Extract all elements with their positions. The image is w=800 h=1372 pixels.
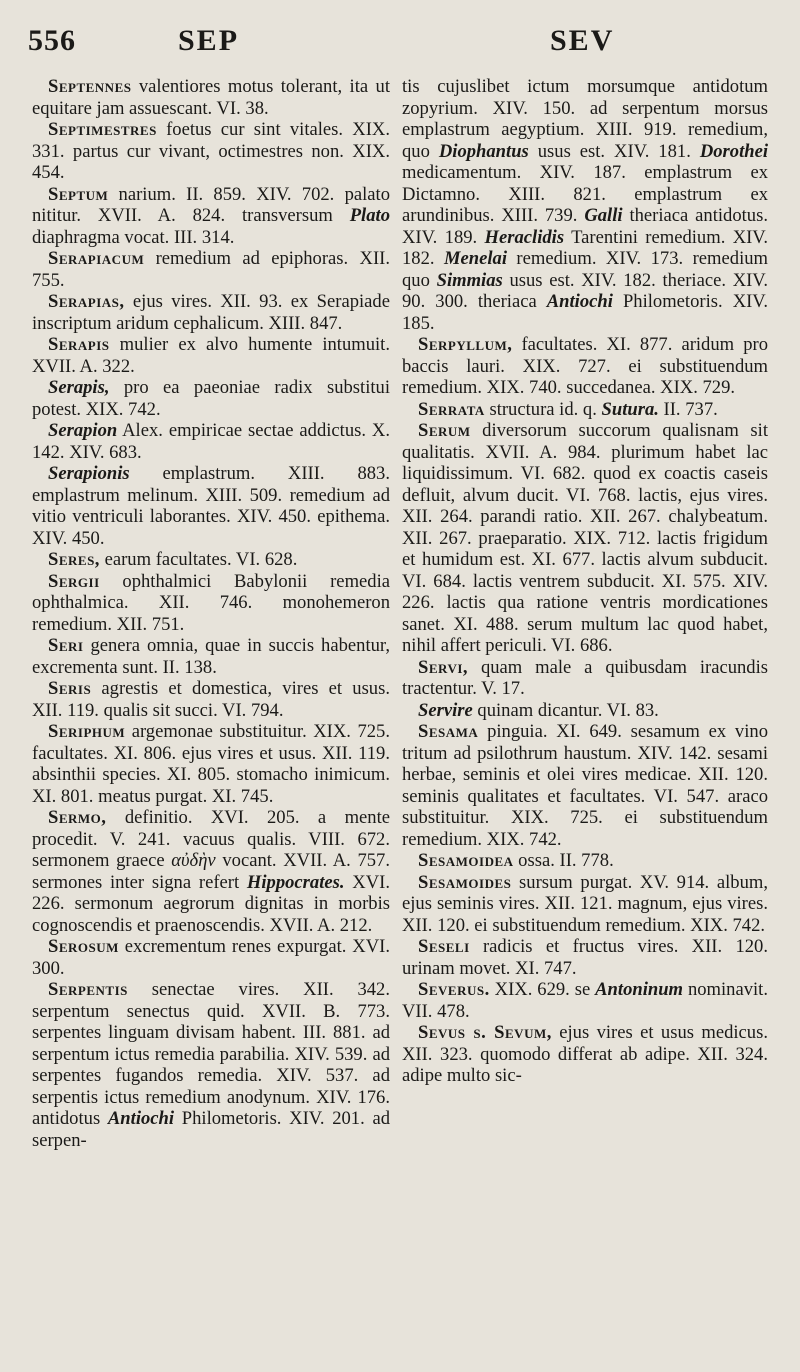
left-running-head: SEP — [178, 24, 240, 57]
entry-italic-name: Antiochi — [546, 291, 613, 312]
entry-italic-name: Galli — [584, 205, 623, 226]
entry-text: XIX. 629. se — [489, 979, 596, 1000]
index-entry — [32, 635, 390, 678]
entry-greek-word: αὐδὴν — [171, 850, 216, 871]
index-entry — [32, 936, 390, 979]
index-entry — [32, 979, 390, 1151]
entry-headword: Seseli — [418, 936, 470, 957]
entry-italic-name: Hippocrates. — [246, 871, 345, 893]
entry-headword: Serrata — [418, 398, 485, 420]
entry-italic-name: Antiochi — [107, 1108, 175, 1129]
entry-text: usus est. XIV. 181. — [528, 140, 700, 162]
entry-text: II. 737. — [658, 398, 718, 420]
entry-headword: Sesama — [418, 721, 479, 742]
index-entry — [402, 1022, 768, 1087]
index-entry — [32, 291, 390, 334]
entry-italic-name: Simmias — [436, 269, 503, 291]
index-entry — [402, 850, 768, 872]
entry-text: Philometoris. XIV. 201. ad serpen- — [32, 1108, 391, 1151]
index-entry — [32, 807, 390, 936]
entry-italic-name: Serapionis — [48, 463, 130, 484]
entry-text: tis cujuslibet ictum morsumque antidotum zopyrium. XIV. 150. ad serpentum morsus emplastrum aegyptium. XIII. 919. remedium, quo — [402, 76, 768, 162]
entry-italic-name: Heraclidis — [484, 226, 565, 248]
index-entry — [32, 463, 390, 549]
entry-headword: Sermo, — [48, 807, 107, 828]
entry-text: diversorum succorum qualisnam sit qualitatis. XVII. A. 984. plurimum habet lac liquidissimum. VI. 682. quod ex coactis caseis defluit, alvum ducit. VI. 768. lactis, ejus vires. XII. 264. parandi ratio. XII. 267. chalybeatum. XII. 267. praeparatio. XIX. 712. lactis frigidum et humidum est. XI. 677. lactis alvum subducit. VI. 684. lactis ventrem subducit. XI. 575. XIV. 226. lactis qua ratione ventris mordicationes sanet. XI. 488. serum multum lac quod habet, nihil affert periculi. VI. 686. — [402, 420, 768, 656]
index-entry — [32, 248, 390, 291]
index-entry — [32, 377, 390, 420]
entry-italic-name: Diophantus — [438, 140, 529, 162]
entry-text: definitio. XVI. 205. a mente procedit. V. 241. vacuus qualis. VIII. 672. sermonem graece — [32, 807, 390, 871]
entry-headword: Serapis — [48, 334, 110, 355]
entry-italic-name: Dorothei — [699, 140, 768, 162]
entry-text: excrementum renes expurgat. XVI. 300. — [32, 936, 390, 979]
entry-italic-name: Serapion — [48, 420, 118, 441]
index-entry — [32, 184, 390, 249]
index-entry — [32, 119, 390, 184]
index-entry — [402, 721, 768, 850]
entry-text: XVI. 226. sermonum aegrorum dignitas in morbis cognoscendis et praenoscendis. XVII. A. 212. — [32, 871, 390, 936]
entry-headword: Sesamoidea — [418, 850, 514, 871]
entry-text: quam male a quibusdam iracundis tractentur. V. 17. — [402, 656, 768, 699]
index-entry — [402, 76, 768, 334]
entry-italic-name: Menelai — [443, 248, 507, 269]
entry-text: earum facultates. VI. 628. — [99, 549, 298, 570]
index-entry — [32, 420, 390, 463]
entry-headword: Seriphum — [48, 721, 126, 742]
entry-headword: Serpentis — [48, 979, 128, 1000]
running-header — [0, 24, 800, 64]
entry-text: vocant. XVII. A. 757. sermones inter signa refert — [32, 850, 390, 893]
entry-text: pinguia. XI. 649. sesamum ex vino tritum ad psilothrum haustum. XIV. 142. sesami herbae, seminis et olei vires medicae. XII. 120. seminis qualitates et facultates. VI. 547. araco substituitur. XIX. 725. ei substituendum remedium. XIX. 742. — [402, 721, 768, 850]
entry-text: nominavit. VII. 478. — [402, 979, 768, 1022]
entry-text: theriaca antidotus. XIV. 189. — [402, 205, 768, 248]
entry-italic-name: Serapis, — [48, 377, 110, 398]
entry-text: ophthalmici Babylonii remedia ophthalmica. XII. 746. monohemeron remedium. XII. 751. — [32, 570, 390, 635]
entry-headword: Serosum — [48, 936, 119, 957]
index-entry — [32, 678, 390, 721]
index-entry — [32, 334, 390, 377]
entry-text: usus est. XIV. 182. theriace. XIV. 90. 300. theriaca — [402, 269, 768, 312]
entry-text: foetus cur sint vitales. XIX. 331. partus cur vivant, octimestres non. XIX. 454. — [32, 119, 390, 183]
entry-text: Tarentini remedium. XIV. 182. — [402, 226, 768, 269]
entry-italic-name: Sutura. — [601, 398, 659, 420]
entry-text: ejus vires. XII. 93. ex Serapiade inscriptum aridum cephalicum. XIII. 847. — [32, 291, 390, 334]
entry-text: medicamentum. XIV. 187. emplastrum ex Dictamno. XIII. 821. emplastrum ex arundinibus. XIII. 739. — [402, 162, 768, 226]
entry-headword: Severus. — [418, 979, 490, 1000]
entry-text: sursum purgat. XV. 914. album, ejus seminis vires. XII. 121. magnum, ejus vires. XII. 120. ei substituendum remedium. XIX. 742. — [402, 871, 768, 936]
entry-italic-name: Servire — [418, 699, 473, 721]
entry-text: pro ea paeoniae radix substitui potest. XIX. 742. — [32, 377, 390, 420]
entry-headword: Septimestres — [48, 119, 157, 140]
index-entry — [402, 399, 768, 421]
index-entry — [402, 979, 768, 1022]
entry-text: structura id. q. — [484, 398, 602, 420]
entry-text: agrestis et domestica, vires et usus. XII. 119. qualis sit succi. VI. 794. — [32, 678, 390, 721]
entry-italic-name: Plato — [349, 205, 390, 226]
index-entry — [402, 936, 768, 979]
index-entry — [32, 549, 390, 571]
entry-headword: Septum — [48, 183, 109, 205]
entry-text: remedium. XIV. 173. remedium quo — [402, 248, 768, 291]
entry-italic-name: Antoninum — [595, 979, 684, 1000]
entry-text: narium. II. 859. XIV. 702. palato nititur. XVII. A. 824. transversum — [32, 183, 390, 226]
index-entry — [402, 420, 768, 657]
entry-headword: Seri — [48, 635, 84, 656]
index-entry — [32, 571, 390, 636]
right-column — [402, 76, 768, 1087]
entry-text: Alex. empiricae sectae addictus. X. 142. XIV. 683. — [32, 420, 390, 463]
index-entry — [32, 76, 390, 119]
entry-headword: Sergii — [48, 570, 100, 592]
index-entry — [402, 872, 768, 937]
entry-text: diaphragma vocat. III. 314. — [32, 226, 235, 248]
entry-text: argemonae substituitur. XIX. 725. facultates. XI. 806. ejus vires et usus. XII. 119. absinthii species. XI. 805. stomacho inimicum. XI. 801. meatus purgat. XI. 745. — [32, 721, 390, 807]
entry-text: senectae vires. XII. 342. serpentum senectus quid. XVII. B. 773. serpentes linguam divisam habent. III. 881. ad serpentum ictus remedia parabilia. XIV. 539. ad serpentes fugandos remedia. XIV. 537. ad serpentis ictus remedium anodynum. XIV. 176. antidotus — [32, 979, 390, 1129]
entry-text: quinam dicantur. VI. 83. — [472, 699, 659, 721]
index-entry — [402, 700, 768, 722]
right-running-head: SEV — [550, 24, 615, 57]
page-number: 556 — [28, 24, 76, 57]
entry-text: ossa. II. 778. — [513, 850, 614, 871]
left-column — [32, 76, 390, 1151]
entry-headword: Septennes — [48, 76, 132, 97]
entry-headword: Serum — [418, 420, 471, 441]
entry-headword: Serapiacum — [48, 248, 145, 269]
entry-headword: Servi, — [418, 656, 469, 678]
entry-text: Philometoris. XIV. 185. — [402, 291, 768, 334]
entry-text: valentiores motus tolerant, ita ut equitare jam assuescant. VI. 38. — [32, 76, 390, 119]
entry-headword: Serpyllum, — [418, 334, 513, 355]
entry-text: emplastrum. XIII. 883. emplastrum melinum. XIII. 509. remedium ad vitio ventriculi laborantes. XIV. 450. epithema. XIV. 450. — [32, 463, 390, 549]
index-entry — [402, 657, 768, 700]
entry-headword: Seris — [48, 678, 92, 699]
entry-headword: Sesamoides — [418, 871, 512, 893]
index-entry — [402, 334, 768, 399]
entry-text: mulier ex alvo humente intumuit. XVII. A. 322. — [32, 334, 390, 377]
index-entry — [32, 721, 390, 807]
entry-text: facultates. XI. 877. aridum pro baccis lauri. XIX. 727. ei substituendum remedium. XIX. 740. succedanea. XIX. 729. — [402, 334, 768, 398]
entry-text: genera omnia, quae in succis habentur, excrementa sunt. II. 138. — [32, 635, 390, 678]
entry-text: radicis et fructus vires. XII. 120. urinam movet. XI. 747. — [402, 936, 768, 979]
entry-headword: Serapias, — [48, 291, 125, 312]
entry-text: ejus vires et usus medicus. XII. 323. quomodo differat ab adipe. XII. 324. adipe multo sic- — [402, 1022, 768, 1086]
entry-text: remedium ad epiphoras. XII. 755. — [32, 248, 390, 291]
entry-headword: Sevus s. Sevum, — [418, 1022, 552, 1043]
entry-headword: Seres, — [48, 549, 100, 570]
